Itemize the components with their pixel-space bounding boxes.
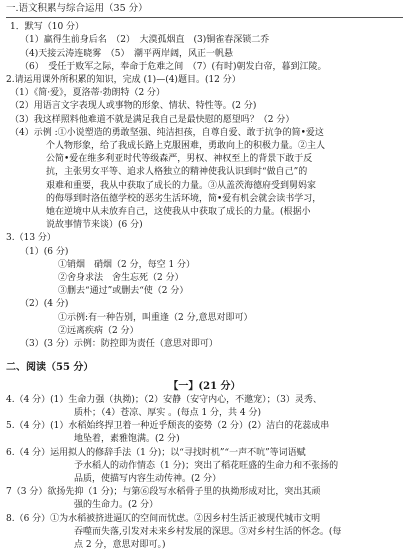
q2-answer-3: （3）我这样照料他难道不就是满足我自己是最快慰的愿望吗？（2 分） [10, 114, 295, 125]
part2-heading: 二、阅读（55 分） [6, 362, 94, 374]
q8-line: 吞噬而失落,引发对未来乡村发展的深思。③对乡村生活的怀念。(每 [74, 526, 342, 537]
q2-answer-4-line: 公简•爱在维多利亚时代等级森严，男权、神权至上的背景下敢于反 [46, 154, 313, 165]
q6-line: 品质，使描写内容生动传神。(2 分） [74, 473, 222, 484]
q7-line: 7（3 分）欲扬先抑（1 分)；与第⑥段写水稻骨子里的执拗形成对比，突出其顽 [6, 487, 321, 498]
q3-sub1-b: ②舍身求法 舍生忘死（2 分） [58, 273, 184, 284]
heading-rule [6, 17, 403, 18]
q4-line: 4.（4 分）(1）生命力强（执拗)；（2）安静（安守内心，不邀宠）；（3）灵秀、 [6, 394, 322, 405]
q2-answer-4-line: 艰难和重要，我从中获取了成长的力量。③从盖茨海德府受到舅妈家 [46, 180, 317, 191]
q3-sub1-c: ③删去“通过”或删去“使（2 分） [58, 286, 189, 297]
q8-line: 8.（6 分）①为水稻被挤进逼仄的空间而忧虑。②因乡村生活正被现代城市文明 [6, 513, 321, 524]
q2-answer-4-line: 抗，主张男女平等、追求人格独立的精神使我认识到时“做自己”的 [46, 167, 308, 178]
q2-answer-2: （2）用语言文字表现人或事物的形象、情状、特性等。(2 分) [10, 101, 257, 112]
q2-answer-4-line: 说故事情节来谈）(6 分) [46, 220, 143, 231]
q2-title: 2.请运用课外所积累的知识，完成 (1)—(4)题目。(12 分） [6, 75, 241, 86]
q1-row3: （6） 受任于败军之际，奉命于危难之间 （7）(有时)朝发白帝，暮到江陵。 [20, 61, 327, 72]
q6-line: 予水稻人的动作情态（1 分)；突出了稻花旺盛的生命力和不张扬的 [74, 460, 339, 471]
q3-sub2: （2）(4 分) [20, 299, 69, 310]
q1-title: 1．默写（10 分） [10, 22, 85, 33]
q1-row1: （1）羸得生前身后名 （2） 大漠孤烟直 (3)铜雀春深锁二乔 [20, 35, 270, 46]
q7-line: 强的生命力。(2 分） [74, 500, 159, 511]
q5-line: 地坠着，素雅饱满。(2 分) [74, 434, 180, 445]
q8-line: 点 2 分，意思对即可。) [74, 539, 166, 550]
q3-sub3: （3）(3 分）示例：防控即为责任（意思对即可） [20, 339, 218, 350]
q3-sub2-a: ①示例:有一种告别，叫重逢（2 分,意思对即可） [58, 312, 253, 323]
q3-sub1: （1）(6 分) [20, 246, 69, 257]
q3-title: 3.（13 分） [6, 233, 56, 244]
q4-line: 质朴；（4）苍凉、厚实 。(每点 1 分，共 4 分) [74, 407, 262, 418]
part1-heading: 一.语文积累与综合运用（35 分） [6, 3, 148, 14]
part2-subheading: 【一】(21 分） [168, 381, 241, 393]
q5-line: 5.（4 分）(1）水稻始终捍卫着一种近乎颓丧的姿势（2 分）(2）洁白的花蕊成串 [6, 421, 330, 432]
q2-answer-4-line: 的侮辱到时洛伍德学校的恶劣生活环境，简•爱有机会就会读书学习， [46, 193, 322, 204]
q2-answer-4-line: （4）示例 :①小说塑造的勇敢坚强、纯洁担孩，自尊自爱、敢于抗争的简•爱这 [10, 127, 324, 138]
q2-answer-1: （1）《简·爱》，夏洛蒂·勃朗特（2 分） [10, 88, 166, 99]
q3-sub2-b: ②远离疾病（2 分） [58, 325, 139, 336]
q6-line: 6.（4 分）运用拟人的修辞手法（1 分)；以“寻找时机”“一声不吭”等词语赋 [6, 447, 306, 458]
q2-answer-4-line: 个人物形象，给了我成长路上克服困难，勇敢向上的积极力量。②主人 [46, 141, 326, 152]
q2-answer-4-line: 她在逆境中从未放弃自己，这使我从中获取了成长的力量。(根据小 [46, 207, 311, 218]
q3-sub1-a: ①销烟 硝烟（2 分，每空 1 分） [58, 259, 196, 270]
q1-row2: （4)天接云涛连晓雾 （5） 潮平两岸阔，风正一帆悬 [20, 48, 233, 59]
